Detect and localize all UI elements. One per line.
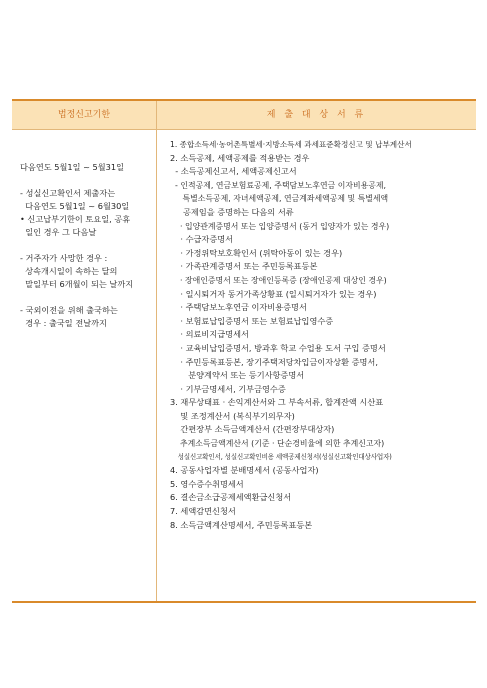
doc-line: 성실신고확인서, 성실신고확인비용 세액공제신청서(성실신고확인대상사업자) bbox=[170, 452, 392, 461]
deadline-line: - 거주자가 사망한 경우 : bbox=[20, 253, 108, 263]
doc-line: - 소득공제신고서, 세액공제신고서 bbox=[170, 166, 297, 177]
deadline-line: - 국외이전을 위해 출국하는 bbox=[20, 305, 118, 315]
doc-line: 특별소득공제, 자녀세액공제, 연금계좌세액공제 및 특별세액 bbox=[170, 194, 389, 204]
doc-line: · 일시퇴거자 동거가족상황표 (일시퇴거자가 있는 경우) bbox=[170, 288, 377, 299]
doc-line: · 보험료납입증명서 또는 보험료납입영수증 bbox=[170, 315, 334, 326]
doc-line: 6. 결손금소급공제세액환급신청서 bbox=[170, 492, 292, 503]
deadline-line: • 신고납부기한이 토요일, 공휴 bbox=[20, 214, 131, 224]
deadline-line: 상속개시일이 속하는 달의 bbox=[20, 266, 118, 276]
doc-line: 8. 소득금액계산명세서, 주민등록표등본 bbox=[170, 519, 313, 530]
doc-line: 및 조정계산서 (복식부기의무자) bbox=[170, 410, 295, 421]
doc-line: · 입양관계증명서 또는 입양증명서 (동거 입양자가 있는 경우) bbox=[170, 221, 390, 231]
doc-line: 7. 세액감면신청서 bbox=[170, 506, 236, 517]
deadline-line: 말일부터 6개월이 되는 날까지 bbox=[20, 279, 134, 289]
header-deadline: 법정신고기한 bbox=[57, 110, 111, 120]
deadline-line: 다음연도 5월1일 ~ 5월31일 bbox=[20, 162, 124, 172]
deadline-line: 일인 경우 그 다음날 bbox=[20, 227, 97, 237]
doc-line: · 가족관계증명서 또는 주민등록표등본 bbox=[170, 261, 318, 272]
doc-line: 5. 영수증수취명세서 bbox=[170, 478, 244, 489]
doc-line: 1. 종합소득세·농어촌특별세·지방소득세 과세표준확정신고 및 납부계산서 bbox=[170, 140, 412, 149]
doc-line: 추계소득금액계산서 (기준 · 단순경비율에 의한 추계신고자) bbox=[170, 439, 385, 449]
doc-line: 간편장부 소득금액계산서 (간편장부대상자) bbox=[170, 424, 335, 435]
doc-line: · 기부금명세서, 기부금영수증 bbox=[170, 383, 286, 394]
doc-line: 3. 재무상태표 · 손익계산서와 그 부속서류, 합계잔액 시산표 bbox=[170, 397, 384, 408]
doc-line: 4. 공동사업자별 분배명세서 (공동사업자) bbox=[170, 465, 319, 476]
deadline-line: 다음연도 5월1일 ~ 6월30일 bbox=[20, 201, 130, 211]
deadline-line: 경우 : 출국일 전날까지 bbox=[20, 318, 107, 328]
doc-line: - 인적공제, 연금보험료공제, 주택담보노후연금 이자비용공제, bbox=[170, 180, 386, 190]
doc-line: · 주택담보노후연금 이자비용증명서 bbox=[170, 302, 307, 313]
filing-table bbox=[12, 99, 476, 603]
doc-line: 2. 소득공제, 세액공제를 적용받는 경우 bbox=[170, 152, 310, 163]
documents-column bbox=[170, 138, 474, 532]
column-divider bbox=[156, 101, 157, 601]
doc-line: · 주민등록표등본, 장기주택저당차입금이자상환 증명서, bbox=[170, 356, 378, 367]
doc-line: · 의료비지급명세서 bbox=[170, 329, 249, 340]
doc-line: 공제임을 증명하는 다음의 서류 bbox=[170, 206, 294, 217]
doc-line: · 수급자증명서 bbox=[170, 234, 234, 245]
doc-line: · 교육비납입증명서, 방과후 학교 수업용 도서 구입 증명서 bbox=[170, 342, 386, 353]
doc-line: 분양계약서 또는 등기사항증명서 bbox=[170, 370, 305, 381]
doc-line: · 장애인증명서 또는 장애인등록증 (장애인공제 대상인 경우) bbox=[170, 275, 387, 285]
table-header bbox=[12, 101, 476, 130]
deadline-column bbox=[20, 161, 152, 330]
doc-line: · 가정위탁보호확인서 (위탁아동이 있는 경우) bbox=[170, 247, 343, 258]
header-documents: 제 출 대 상 서 류 bbox=[266, 110, 367, 120]
deadline-line: - 성실신고확인서 제출자는 bbox=[20, 188, 116, 198]
